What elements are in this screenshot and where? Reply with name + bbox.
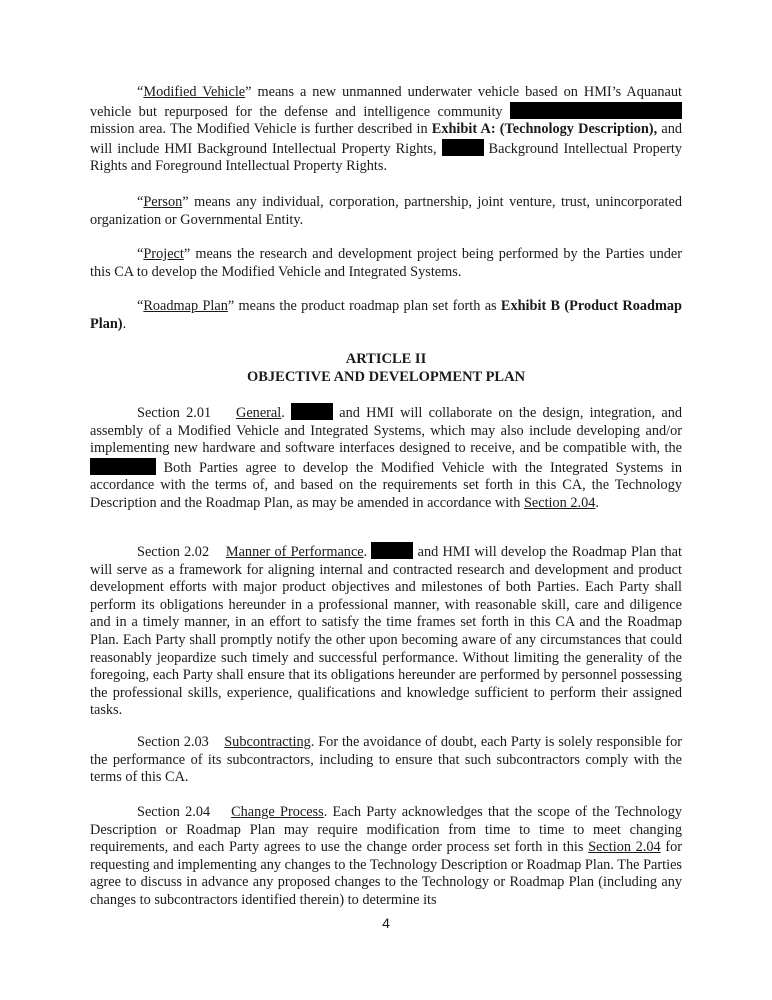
- section-label: Section 2.02: [137, 544, 210, 560]
- definition-project: “Project” means the research and development project being performed by the Parties under this CA to develop the Modified Vehicle and Integrated Systems.: [90, 246, 682, 280]
- exhibit-reference: Exhibit A: (Technology Description),: [431, 121, 658, 138]
- article-title: OBJECTIVE AND DEVELOPMENT PLAN: [246, 369, 526, 385]
- section-2-03: Section 2.03 Subcontracting. For the avoidance of doubt, each Party is solely responsible for the performance of its subcontractors, including to ensure that such subcontractors comply with the terms of this CA.: [90, 734, 682, 786]
- section-2-01: Section 2.01 General. and HMI will collaborate on the design, integration, and assembly of a Modified Vehicle and Integrated Systems, which may also include developing and/or implementing new hardware and software interfaces designed to receive, and be compatible with, the Both Parties agree to develop the Modified Vehicle with the Integrated Systems in accordance with the terms of, and based on the requirements set forth in this CA, the Technology Description and the Roadmap Plan, as may be amended in accordance with Section 2.04.: [90, 405, 683, 511]
- article-number: ARTICLE II: [345, 351, 427, 367]
- redaction-bar: [291, 403, 333, 420]
- definition-person: “Person” means any individual, corporation, partnership, joint venture, trust, unincorporated organization or Governmental Entity.: [90, 194, 682, 228]
- redaction-bar: [442, 139, 484, 156]
- defined-term: Project: [143, 246, 184, 262]
- section-title: Subcontracting: [224, 734, 311, 750]
- section-label: Section 2.03: [137, 734, 209, 750]
- definition-roadmap-plan: “Roadmap Plan” means the product roadmap plan set forth as Exhibit B (Product Roadmap Plan).: [90, 298, 683, 332]
- defined-term: Modified Vehicle: [143, 84, 246, 100]
- section-2-04: Section 2.04 Change Process. Each Party acknowledges that the scope of the Technology Description or Roadmap Plan may require modification from time to time to meet changing requirements, and each Party agrees to use the change order process set forth in this Section 2.04 for requesting and implementing any changes to the Technology Description or Roadmap Plan. The Parties agree to discuss in advance any proposed changes to the Technology or Roadmap Plan (including any changes to subcontractors identified therein) to determine its: [90, 804, 682, 908]
- section-title: Change Process: [231, 804, 324, 820]
- section-label: Section 2.01: [137, 405, 212, 421]
- section-title: General: [236, 405, 282, 421]
- redaction-bar: [90, 458, 156, 475]
- section-2-02: Section 2.02 Manner of Performance. and HMI will develop the Roadmap Plan that will serve as a framework for aligning internal and contracted research and development and product development efforts with major product objectives and milestones of both Parties. Each Party shall perform its obligations hereunder in a professional manner, with reasonable skill, care and diligence and in a timely manner, in an effort to satisfy the time frames set forth in this CA and the Roadmap Plan. Each Party shall promptly notify the other upon becoming aware of any circumstances that could reasonably jeopardize such timely and successful performance. Without limiting the generality of the foregoing, each Party shall ensure that its obligations hereunder are performed by personnel possessing the professional skills, experience, qualifications and knowledge sufficient to perform their assigned tasks.: [90, 544, 682, 719]
- section-title: Manner of Performance: [225, 544, 364, 560]
- section-reference: Section 2.04: [523, 494, 596, 511]
- definition-modified-vehicle: “Modified Vehicle” means a new unmanned underwater vehicle based on HMI’s Aquanaut vehicle but repurposed for the defense and intelligence community mission area. The Modified Vehicle is further described in Exhibit A: (Technology Description), and will include HMI Background Intellectual Property Rights, Background Intellectual Property Rights and Foreground Intellectual Property Rights.: [90, 84, 682, 175]
- page-number: 4: [382, 915, 390, 931]
- section-reference: Section 2.04: [588, 839, 661, 856]
- redaction-bar: [510, 102, 682, 119]
- redaction-bar: [371, 542, 413, 559]
- section-label: Section 2.04: [137, 804, 211, 820]
- defined-term: Person: [143, 194, 183, 210]
- exhibit-reference: Exhibit B (Product Roadmap Plan): [90, 298, 683, 332]
- defined-term: Roadmap Plan: [143, 298, 228, 314]
